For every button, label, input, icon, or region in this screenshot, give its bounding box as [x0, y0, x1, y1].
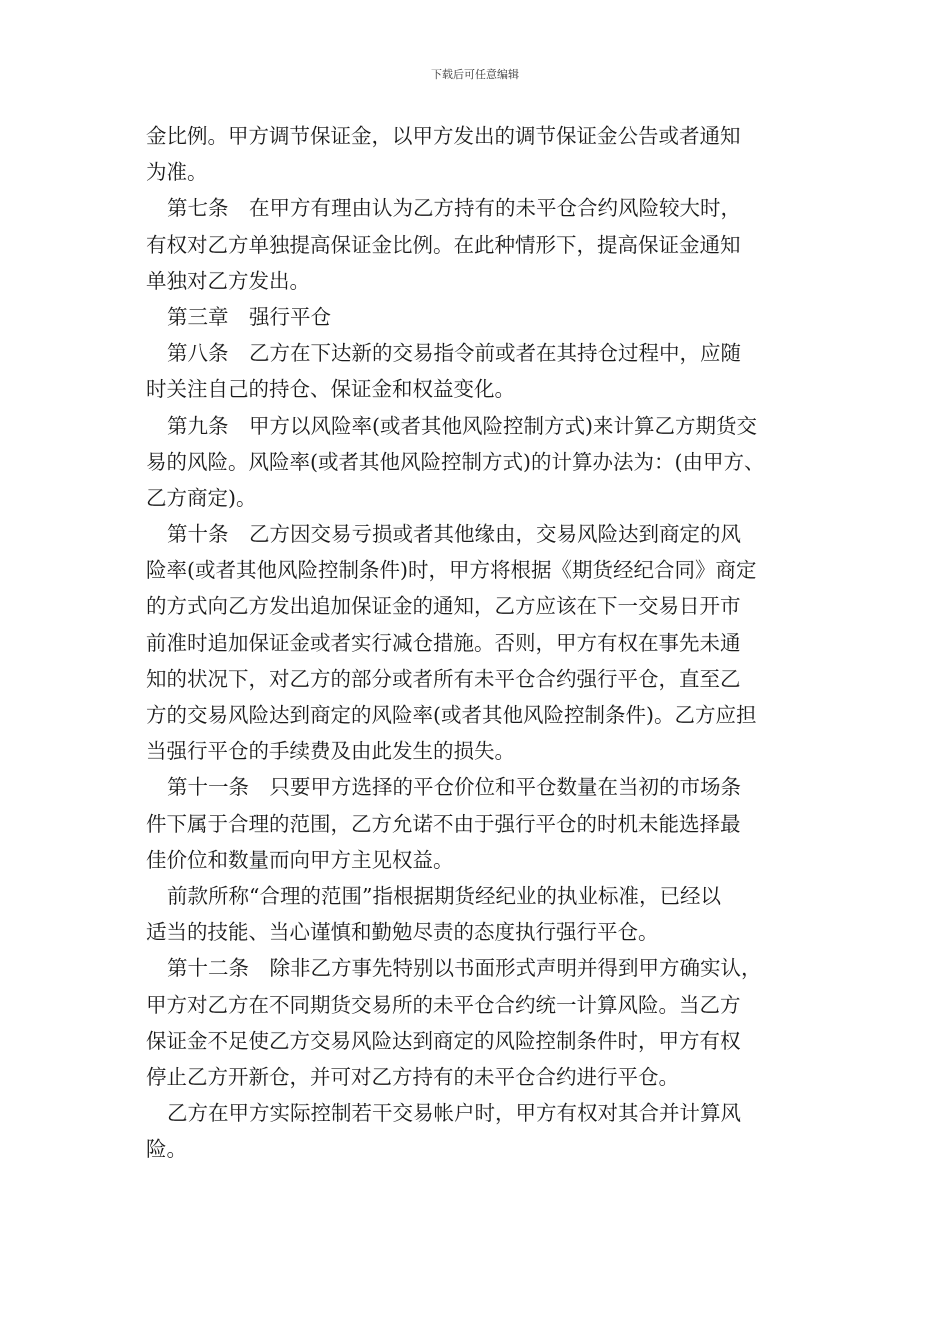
text-line: 停止乙方开新仓，并可对乙方持有的未平仓合约进行平仓。 — [146, 1064, 679, 1089]
text-line: 乙方商定)。 — [146, 485, 257, 510]
text-line: 保证金不足使乙方交易风险达到商定的风险控制条件时，甲方有权 — [146, 1028, 741, 1053]
text-line: 为准。 — [146, 160, 208, 185]
text-line: 前准时追加保证金或者实行减仓措施。否则，甲方有权在事先未通 — [146, 630, 741, 655]
text-line: 第九条 甲方以风险率(或者其他风险控制方式)来计算乙方期货交 — [167, 413, 757, 438]
text-line: 适当的技能、当心谨慎和勤勉尽责的态度执行强行平仓。 — [146, 920, 659, 945]
text-line: 易的风险。风险率(或者其他风险控制方式)的计算办法为：(由甲方、 — [146, 449, 765, 474]
text-line: 件下属于合理的范围，乙方允诺不由于强行平仓的时机未能选择最 — [146, 811, 741, 836]
text-line: 方的交易风险达到商定的风险率(或者其他风险控制条件)。乙方应担 — [146, 703, 757, 727]
text-line: 第十条 乙方因交易亏损或者其他缘由，交易风险达到商定的风 — [167, 522, 741, 547]
text-line: 险。 — [146, 1137, 187, 1162]
text-line: 单独对乙方发出。 — [146, 268, 310, 293]
text-line: 有权对乙方单独提高保证金比例。在此种情形下，提高保证金通知 — [146, 232, 741, 257]
text-line: 的方式向乙方发出追加保证金的通知，乙方应该在下一交易日开市 — [146, 594, 741, 619]
text-line: 第十二条 除非乙方事先特别以书面形式声明并得到甲方确实认， — [167, 956, 762, 981]
text-line: 金比例。甲方调节保证金，以甲方发出的调节保证金公告或者通知 — [146, 124, 741, 148]
text-line: 知的状况下，对乙方的部分或者所有未平仓合约强行平仓，直至乙 — [146, 666, 741, 691]
document-body — [146, 118, 826, 1167]
text-line: 甲方对乙方在不同期货交易所的未平仓合约统一计算风险。当乙方 — [146, 992, 741, 1017]
text-line: 时关注自己的持仓、保证金和权益变化。 — [146, 377, 515, 402]
text-line: 第三章 强行平仓 — [167, 304, 331, 329]
text-line: 乙方在甲方实际控制若干交易帐户时，甲方有权对其合并计算风 — [167, 1101, 741, 1126]
page-header: 下载后可任意编辑 — [431, 68, 519, 81]
text-line: 前款所称“合理的范围”指根据期货经纪业的执业标准，已经以 — [167, 883, 721, 908]
text-line: 险率(或者其他风险控制条件)时，甲方将根据《期货经纪合同》商定 — [146, 558, 757, 583]
text-line: 第十一条 只要甲方选择的平仓价位和平仓数量在当初的市场条 — [167, 775, 741, 800]
text-line: 第七条 在甲方有理由认为乙方持有的未平仓合约风险较大时， — [167, 196, 741, 221]
text-line: 当强行平仓的手续费及由此发生的损失。 — [146, 739, 515, 764]
text-line: 第八条 乙方在下达新的交易指令前或者在其持仓过程中，应随 — [167, 341, 741, 366]
text-line: 佳价位和数量而向甲方主见权益。 — [146, 847, 454, 872]
